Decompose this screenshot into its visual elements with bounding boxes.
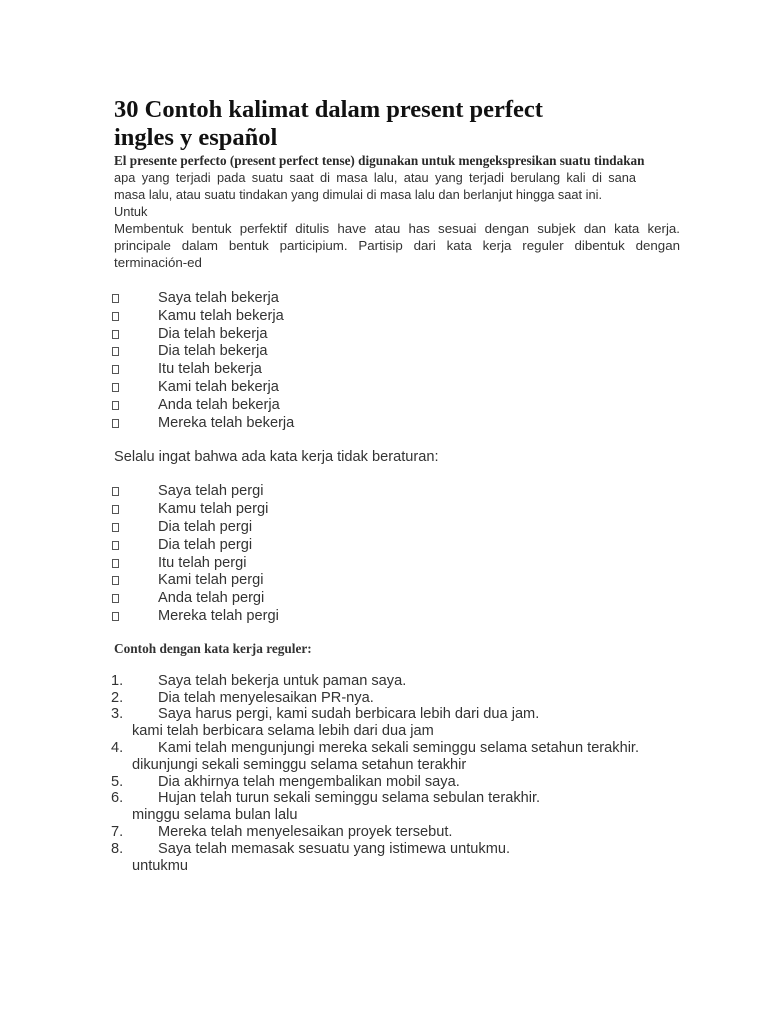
intro-line: principale dalam bentuk participium. Partisip dari kata kerja reguler dibentuk dengan [114,238,680,253]
example-text: Hujan telah turun sekali seminggu selama sebulan terakhir. [158,790,541,807]
title-line-2: ingles y español [114,124,278,151]
list-item-text: Itu telah pergi [158,554,247,571]
missing-glyph-bullet-icon [112,383,119,392]
example-number: 1. [111,672,124,689]
list-item [114,608,680,626]
example-item [111,689,680,707]
examples-heading: Contoh dengan kata kerja reguler: [114,640,312,656]
list-item [114,519,680,537]
missing-glyph-bullet-icon [112,312,119,321]
example-number: 2. [111,689,124,706]
list-item [114,537,680,555]
example-text: Saya telah memasak sesuatu yang istimewa untukmu. [158,840,511,857]
irregular-note: Selalu ingat bahwa ada kata kerja tidak beraturan: [114,449,439,466]
intro-line: Membentuk bentuk perfektif ditulis have atau has sesuai dengan subjek dan kata kerja. [114,221,680,236]
example-item [111,739,680,757]
example-continuation: minggu selama bulan lalu [132,807,298,824]
missing-glyph-bullet-icon [112,612,119,621]
lead-sentence: El presente perfecto (present perfect tense) digunakan untuk mengekspresikan suatu tindakan [114,153,645,168]
bullet-list-regular [114,290,680,432]
list-item-text: Dia telah bekerja [158,343,268,360]
missing-glyph-bullet-icon [112,523,119,532]
list-item [114,290,680,308]
example-number: 4. [111,739,124,756]
example-text: Mereka telah menyelesaikan proyek tersebut. [158,823,453,840]
missing-glyph-bullet-icon [112,541,119,550]
example-item [111,773,680,791]
missing-glyph-bullet-icon [112,419,119,428]
example-number: 7. [111,823,124,840]
example-item [111,706,680,723]
list-item [114,555,680,573]
list-item [114,572,680,590]
example-text: Dia akhirnya telah mengembalikan mobil saya. [158,773,460,790]
list-item-text: Anda telah pergi [158,590,265,607]
list-item-text: Dia telah pergi [158,536,253,553]
example-number: 6. [111,790,124,807]
missing-glyph-bullet-icon [112,365,119,374]
intro-paragraph [114,169,680,271]
missing-glyph-bullet-icon [112,347,119,356]
title-line-1: 30 Contoh kalimat dalam present perfect [114,96,543,123]
intro-line: apa yang terjadi pada suatu saat di masa lalu, atau yang terjadi berulang kali di sana [114,170,636,185]
list-item-text: Kamu telah pergi [158,501,269,518]
list-item [114,483,680,501]
intro-line: terminación-ed [114,255,202,270]
example-item [111,672,680,690]
missing-glyph-bullet-icon [112,487,119,496]
intro-line: masa lalu, atau suatu tindakan yang dimulai di masa lalu dan berlanjut hingga saat ini. Untuk [114,187,603,219]
missing-glyph-bullet-icon [112,576,119,585]
list-item-text: Saya telah pergi [158,483,264,500]
missing-glyph-bullet-icon [112,594,119,603]
document-title [114,96,680,152]
list-item [114,501,680,519]
list-item [114,415,680,433]
list-item-text: Kamu telah bekerja [158,307,284,324]
missing-glyph-bullet-icon [112,401,119,410]
example-text: Saya harus pergi, kami sudah berbicara lebih dari dua jam. [158,706,540,723]
example-number: 3. [111,706,124,723]
example-item [111,790,680,807]
missing-glyph-bullet-icon [112,559,119,568]
list-item-text: Itu telah bekerja [158,361,262,378]
example-item [111,840,680,858]
list-item-text: Anda telah bekerja [158,396,280,413]
example-number: 8. [111,840,124,857]
list-item [114,326,680,344]
missing-glyph-bullet-icon [112,330,119,339]
list-item [114,308,680,326]
list-item [114,343,680,361]
list-item-text: Kami telah bekerja [158,378,279,395]
list-item-text: Mereka telah pergi [158,607,279,624]
list-item-text: Dia telah pergi [158,518,253,535]
example-text: Dia telah menyelesaikan PR-nya. [158,689,374,706]
example-number: 5. [111,773,124,790]
list-item-text: Saya telah bekerja [158,290,279,306]
missing-glyph-bullet-icon [112,505,119,514]
example-continuation: kami telah berbicara selama lebih dari dua jam [132,723,434,740]
example-text: Saya telah bekerja untuk paman saya. [158,672,407,689]
list-item [114,590,680,608]
list-item [114,379,680,397]
list-item-text: Mereka telah bekerja [158,414,295,431]
numbered-examples-list [111,672,680,875]
bullet-list-irregular [114,483,680,625]
list-item-text: Kami telah pergi [158,572,264,589]
list-item [114,361,680,379]
list-item-text: Dia telah bekerja [158,325,268,342]
example-item [111,823,680,841]
document-page [111,96,680,874]
example-continuation: dikunjungi sekali seminggu selama setahun terakhir [132,756,467,773]
example-continuation: untukmu [132,857,188,874]
example-text: Kami telah mengunjungi mereka sekali seminggu selama setahun terakhir. [158,739,640,756]
list-item [114,397,680,415]
missing-glyph-bullet-icon [112,294,119,303]
